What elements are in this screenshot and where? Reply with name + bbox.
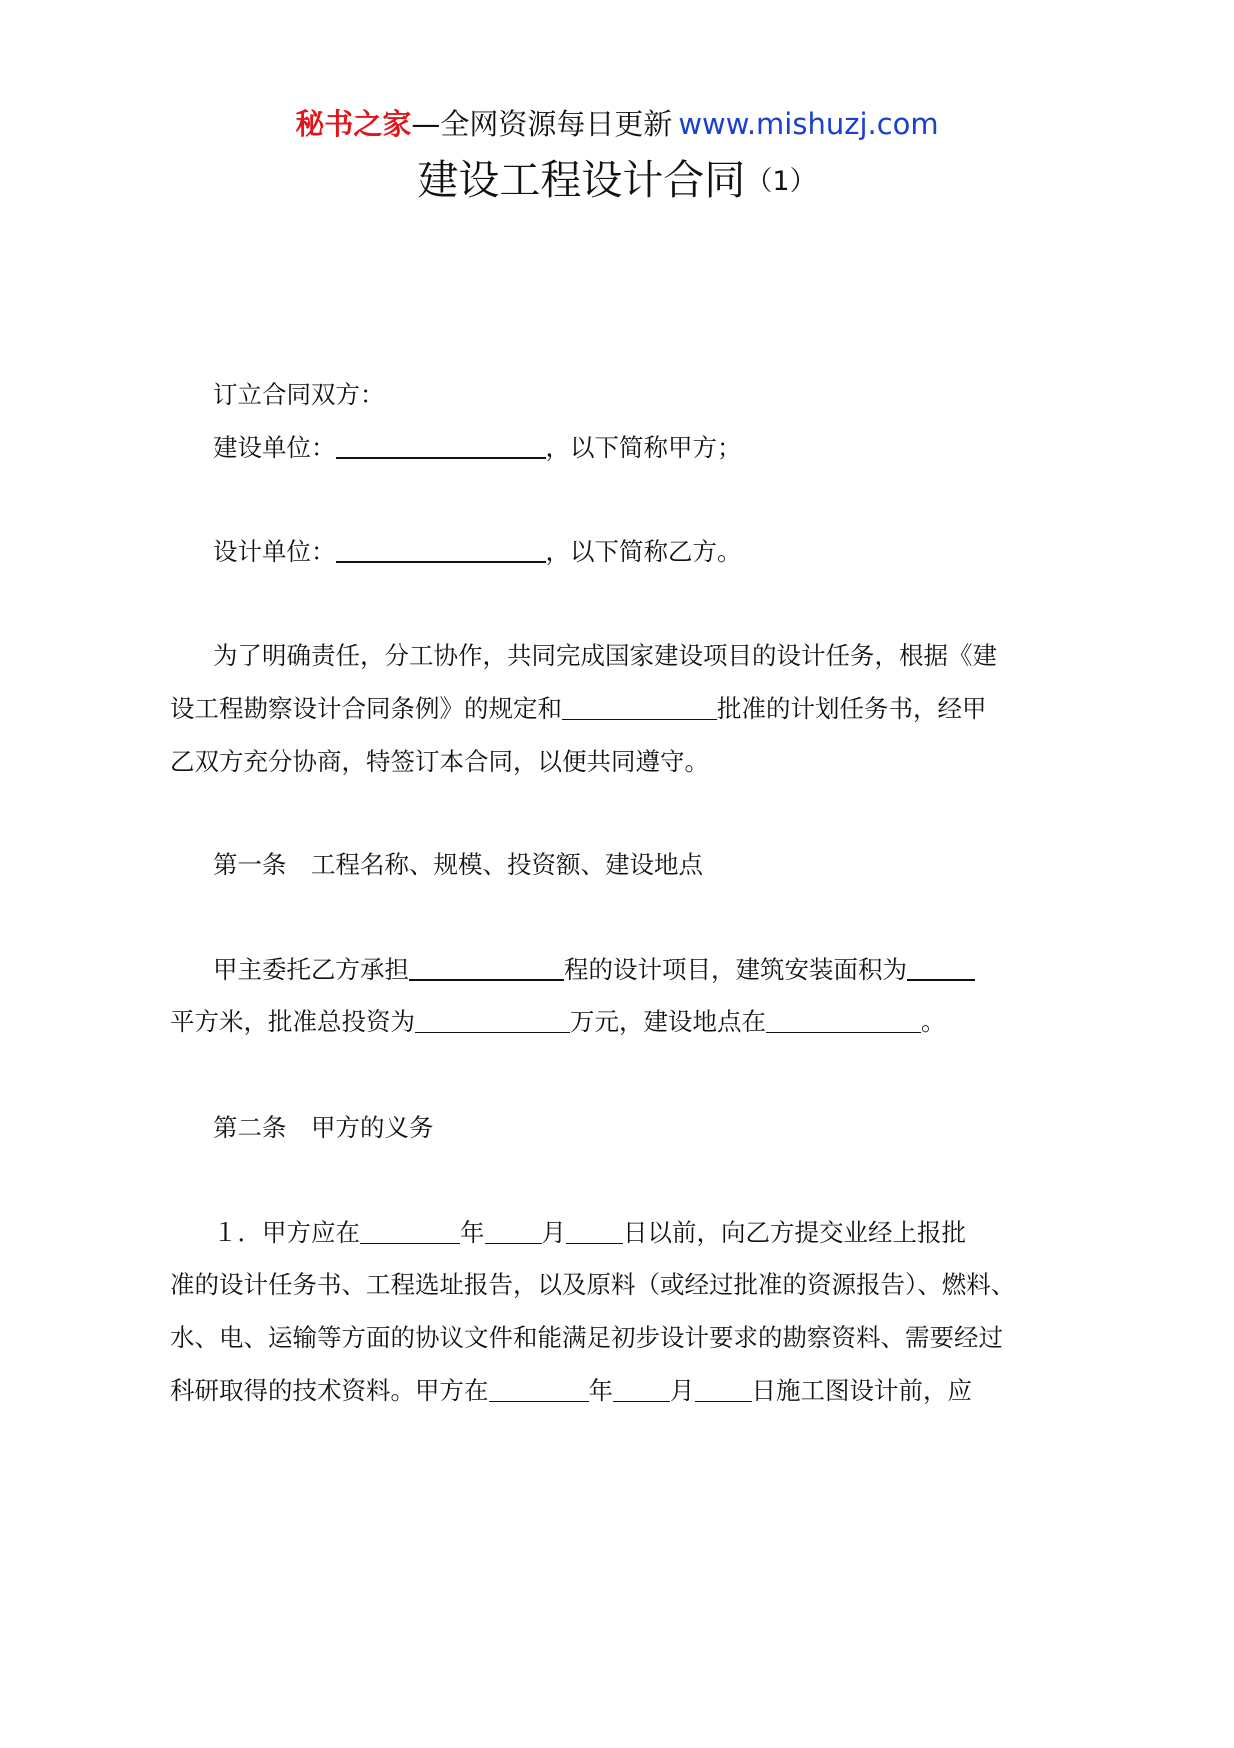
party-a-label: 建设单位： [213, 433, 336, 462]
month-blank [485, 1221, 542, 1244]
article-1-line-2: 平方米，批准总投资为 万元，建设地点在 。 [170, 1007, 946, 1036]
parties-intro: 订立合同双方： [213, 380, 385, 409]
item-1-line-2: 准的设计任务书、工程选址报告，以及原料（或经过批准的资源报告）、燃料、 [170, 1270, 1016, 1299]
preamble-line-3: 乙双方充分协商，特签订本合同，以便共同遵守。 [170, 747, 709, 776]
project-name-blank [409, 957, 564, 981]
article-1-line-1: 甲主委托乙方承担 程的设计项目，建筑安装面积为 [213, 953, 975, 987]
article-2-heading: 第二条 甲方的义务 [213, 1113, 434, 1142]
header-slogan: —全网资源每日更新 [411, 107, 673, 141]
party-a-line [213, 431, 742, 465]
party-a-blank [336, 435, 546, 459]
party-b-blank [336, 539, 546, 563]
party-b-suffix: ，以下简称乙方。 [545, 537, 742, 566]
site-header [0, 104, 1234, 144]
document-title [0, 152, 1234, 210]
day-blank-2 [695, 1379, 752, 1402]
item-1-line-1: １．甲方应在 年 月 日以前，向乙方提交业经上报批 [213, 1218, 966, 1247]
party-a-suffix: ，以下简称甲方； [545, 433, 742, 462]
item-1-line-4: 科研取得的技术资料。甲方在 年 月 日施工图设计前，应 [170, 1376, 972, 1405]
day-blank [566, 1221, 623, 1244]
area-blank [907, 957, 975, 981]
article-1-heading: 第一条 工程名称、规模、投资额、建设地点 [213, 850, 703, 879]
party-b-label: 设计单位： [213, 537, 336, 566]
investment-blank [415, 1010, 570, 1033]
approval-authority-blank [562, 697, 717, 720]
party-b-line [213, 535, 742, 569]
location-blank [766, 1010, 921, 1033]
year-blank-2 [489, 1379, 589, 1402]
year-blank [360, 1221, 460, 1244]
site-url-link[interactable]: www.mishuzj.com [678, 107, 939, 141]
title-number: （1） [745, 166, 817, 197]
item-1-line-3: 水、电、运输等方面的协议文件和能满足初步设计要求的勘察资料、需要经过 [170, 1323, 1003, 1352]
month-blank-2 [613, 1379, 670, 1402]
title-text: 建设工程设计合同 [417, 156, 746, 204]
brand-name: 秘书之家 [295, 107, 412, 141]
preamble-line-1: 为了明确责任，分工协作，共同完成国家建设项目的设计任务，根据《建 [213, 641, 997, 670]
preamble-line-2: 设工程勘察设计合同条例》的规定和 批准的计划任务书，经甲 [170, 694, 987, 723]
